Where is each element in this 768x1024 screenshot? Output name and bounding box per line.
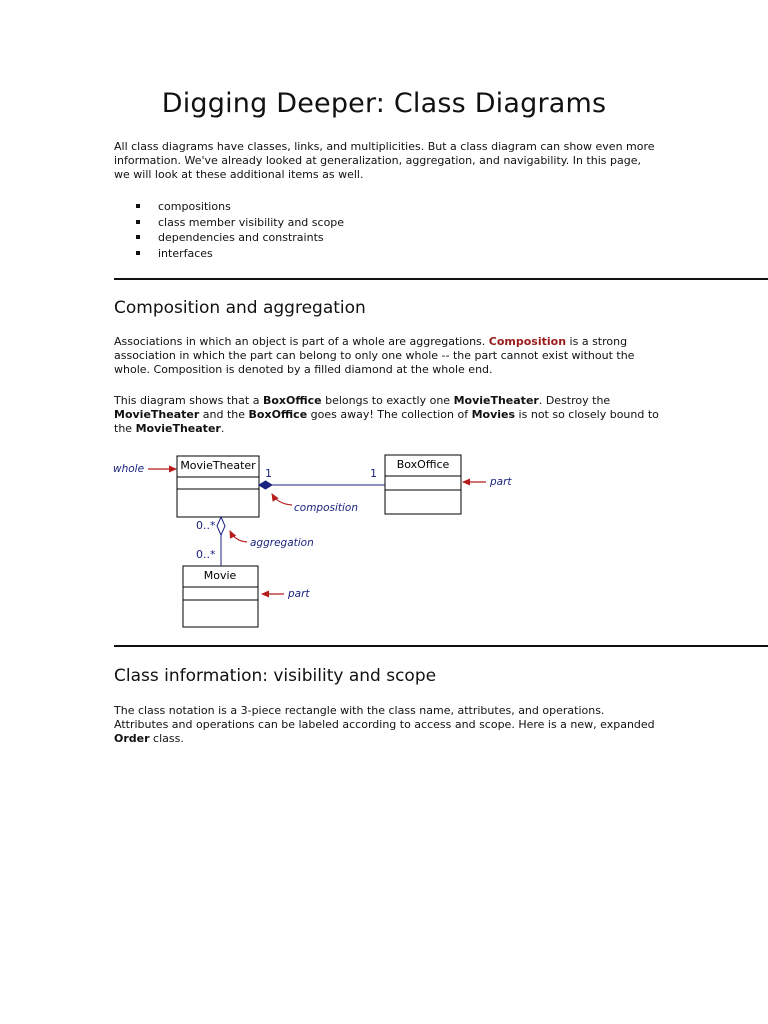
boxoffice-class-name: BoxOffice — [396, 458, 450, 471]
composition-paragraph: Associations in which an object is part of a whole are aggregations. Composition is a strong association in which the part can belong to only one whole -- the part cannot exist without the whole. Composition is denoted by a filled diamond at the whole end. — [114, 335, 635, 376]
bullet-square-icon — [136, 204, 140, 208]
multiplicity-movie-top: 0..* — [196, 519, 216, 532]
label-part-movie: part — [288, 588, 310, 600]
topic-list — [114, 199, 344, 261]
arrow-composition-icon — [272, 494, 292, 505]
list-item: interfaces — [114, 246, 344, 262]
section-heading-visibility: Class information: visibility and scope — [114, 666, 437, 686]
composition-diamond-icon — [259, 481, 272, 489]
label-whole: whole — [113, 463, 145, 475]
boxoffice-class — [385, 455, 461, 514]
movietheater-class — [177, 456, 259, 517]
aggregation-diamond-icon — [217, 517, 225, 535]
movie-class-name: Movie — [203, 569, 237, 582]
bullet-square-icon — [136, 235, 140, 239]
section-heading-composition: Composition and aggregation — [114, 298, 366, 318]
multiplicity-boxoffice: 1 — [370, 467, 377, 480]
section-divider — [114, 278, 768, 280]
arrow-aggregation-icon — [230, 531, 247, 542]
class-diagram — [100, 448, 520, 632]
section-divider — [114, 645, 768, 647]
page-title: Digging Deeper: Class Diagrams — [161, 88, 607, 119]
list-item: class member visibility and scope — [114, 215, 344, 231]
composition-term: Composition — [488, 335, 567, 348]
list-item: compositions — [114, 199, 344, 215]
bullet-square-icon — [136, 251, 140, 255]
intro-paragraph: All class diagrams have classes, links, and multiplicities. But a class diagram can show even more information. We've already looked at generalization, aggregation, and navigability. In this page, we will look at these additional items as well. — [114, 140, 655, 181]
movie-class — [183, 566, 258, 627]
movietheater-class-name: MovieTheater — [180, 459, 256, 472]
bullet-square-icon — [136, 220, 140, 224]
multiplicity-theater: 1 — [265, 467, 272, 480]
list-item: dependencies and constraints — [114, 230, 344, 246]
diagram-explanation-paragraph: This diagram shows that a BoxOffice belongs to exactly one MovieTheater. Destroy the MovieTheater and the BoxOffice goes away! The collection of Movies is not so closely bound to the MovieTheater. — [114, 394, 659, 435]
label-aggregation: aggregation — [250, 537, 314, 549]
label-composition: composition — [294, 502, 359, 514]
multiplicity-movie-bottom: 0..* — [196, 548, 216, 561]
visibility-paragraph: The class notation is a 3-piece rectangle with the class name, attributes, and operations. Attributes and operations can be labeled according to access and scope. Here is a new, expanded Order class. — [114, 704, 655, 745]
label-part-boxoffice: part — [490, 476, 512, 488]
